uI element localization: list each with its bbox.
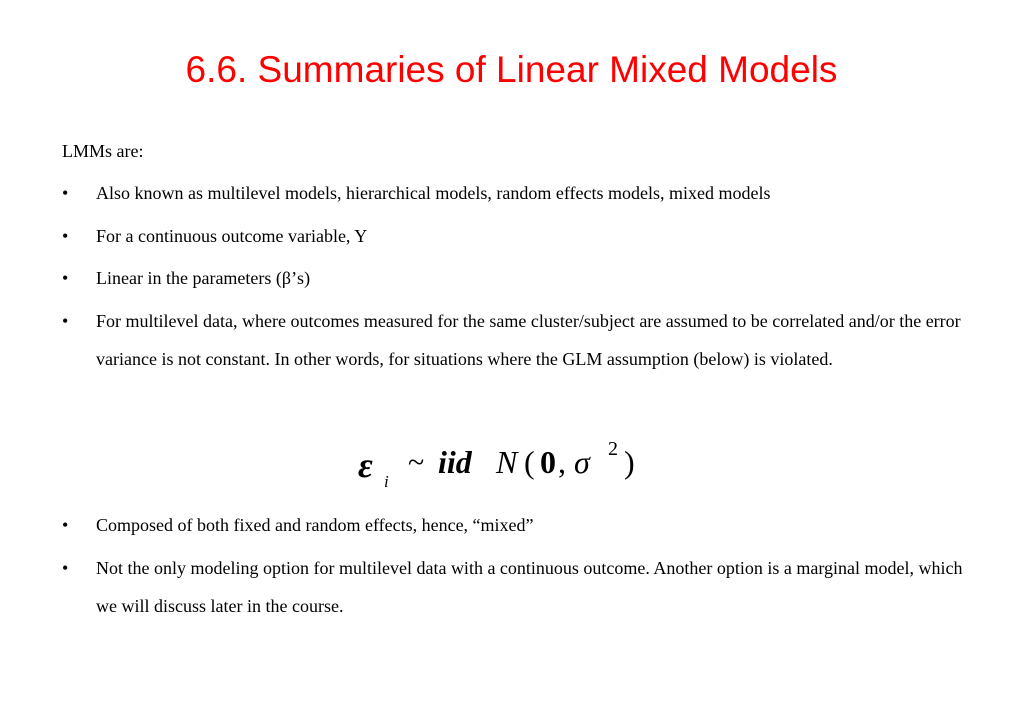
bullet-dot: • bbox=[62, 515, 69, 535]
bullet-text: Also known as multilevel models, hierarchical models, random effects models, mixed models bbox=[96, 183, 771, 203]
bullet-text: Linear in the parameters (β’s) bbox=[96, 268, 311, 288]
bullet-text: For multilevel data, where outcomes measured for the same cluster/subject are assumed to be correlated and/or the error variance is not constant. In other words, for situations where the GLM assumption (below) is violated. bbox=[96, 311, 961, 369]
bullet-dot: • bbox=[62, 558, 69, 578]
bullet-dot: • bbox=[62, 311, 69, 331]
formula-epsilon: ε bbox=[358, 445, 373, 485]
bullet-dot: • bbox=[62, 183, 69, 203]
bullet-dot: • bbox=[62, 268, 69, 288]
formula-comma: , bbox=[558, 444, 566, 480]
slide-title: 6.6. Summaries of Linear Mixed Models bbox=[185, 49, 838, 90]
formula-subscript: i bbox=[384, 472, 389, 491]
formula-close-paren: ) bbox=[624, 444, 635, 480]
bullet-text: Composed of both fixed and random effects, hence, “mixed” bbox=[96, 515, 534, 535]
bullet-dot: • bbox=[62, 226, 69, 246]
formula-iid: iid bbox=[438, 444, 472, 480]
bullet-text: For a continuous outcome variable, Y bbox=[96, 226, 368, 246]
bullet-text: Not the only modeling option for multilevel data with a continuous outcome. Another option is a marginal model, which we will discuss later in the course. bbox=[96, 558, 963, 616]
formula-superscript: 2 bbox=[608, 438, 618, 460]
formula-zero: 0 bbox=[540, 444, 556, 480]
intro-text: LMMs are: bbox=[62, 141, 144, 161]
formula-open-paren: ( bbox=[524, 444, 535, 480]
formula-distribution: N bbox=[496, 444, 518, 480]
formula-sigma: σ bbox=[574, 444, 590, 480]
formula-tilde: ~ bbox=[408, 446, 425, 479]
